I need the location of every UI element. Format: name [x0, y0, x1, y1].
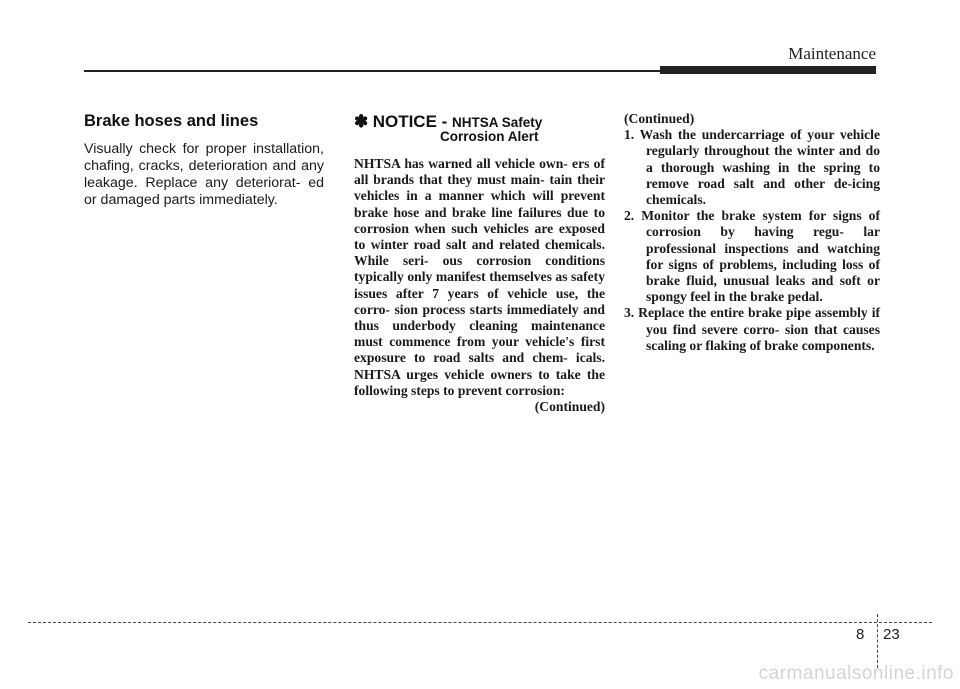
- page-number: 23: [883, 626, 900, 643]
- header-title: Maintenance: [788, 44, 876, 63]
- notice-continued: (Continued): [534, 399, 605, 415]
- steps-continued: (Continued): [624, 111, 695, 126]
- notice-star-icon: ✽: [354, 112, 369, 131]
- watermark: carmanualsonline.info: [758, 663, 954, 684]
- list-item: 2. Monitor the brake system for signs of corrosion by having regu- lar professional inspections and watching for signs of problems, including loss of brake fluid, unusual leaks and soft or spongy feel in the brake pedal.: [624, 208, 880, 305]
- steps-list: [624, 127, 880, 354]
- footer-rule: [28, 622, 932, 623]
- header-rule-thick: [660, 66, 876, 74]
- section-body: Visually check for proper installation, chafing, cracks, deterioration and any leakage. Replace any deteriorat- ed or damaged parts immediately.: [84, 141, 324, 208]
- list-item: 3. Replace the entire brake pipe assembly if you find severe corro- sion that causes scaling or flaking of brake components.: [624, 305, 880, 353]
- left-column: [84, 108, 324, 209]
- notice-body: NHTSA has warned all vehicle own- ers of all brands that they must main- tain their vehicles in a manner which will prevent brake hose and brake line failures due to corrosion when such vehicles are exposed to winter road salt and related chemicals. While seri- ous corrosion conditions typically only manifest themselves as safety issues after 7 years of vehicle use, the corro- sion process starts immediately and thus underbody cleaning maintenance must commence from your vehicle's first exposure to road salts and chem- icals. NHTSA urges vehicle owners to take the following steps to prevent corrosion:: [354, 156, 605, 398]
- notice-title-line1: NHTSA Safety: [452, 115, 543, 130]
- section-heading: Brake hoses and lines: [84, 112, 259, 130]
- footer-divider: [877, 614, 878, 668]
- notice-title-line2: Corrosion Alert: [440, 129, 539, 144]
- notice-column: [354, 108, 605, 415]
- notice-heading: [354, 112, 605, 148]
- notice-label: NOTICE -: [372, 112, 453, 131]
- header-rule: [84, 70, 660, 72]
- steps-column: [624, 108, 880, 354]
- chapter-number: 8: [856, 626, 865, 643]
- list-item: 1. Wash the undercarriage of your vehicle regularly throughout the winter and do a thorough washing in the spring to remove road salt and other de-icing chemicals.: [624, 127, 880, 208]
